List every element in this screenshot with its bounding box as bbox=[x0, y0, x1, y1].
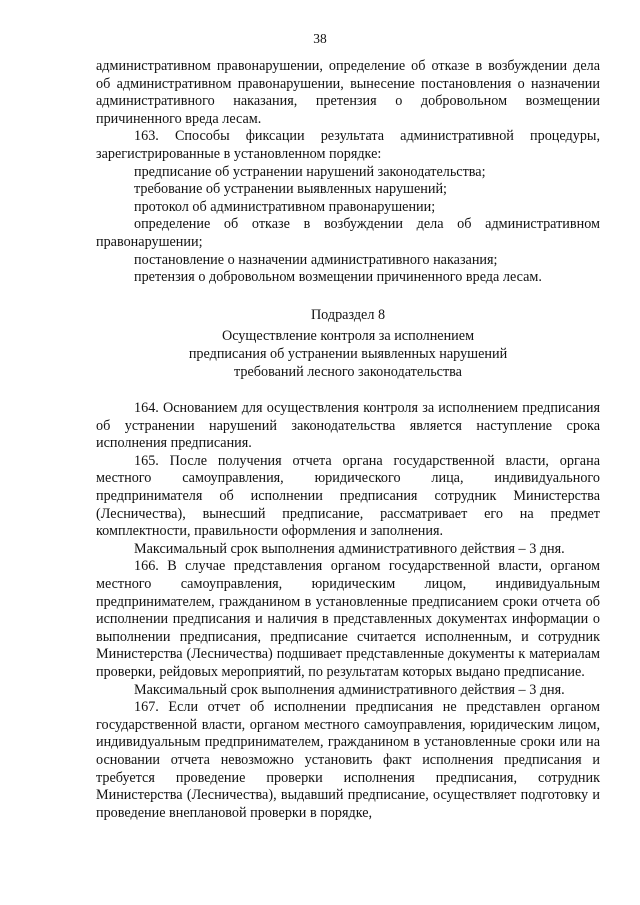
list-item: протокол об административном правонарушении; bbox=[134, 198, 436, 215]
subsection-heading-line: предписания об устранении выявленных нарушений bbox=[188, 345, 508, 362]
paragraph-continuation: административном правонарушении, определение об отказе в возбуждении дела об административном правонарушении, вынесение постановления о назначении административного наказания, претензия о добровольном возмещении причиненного вреда лесам. bbox=[96, 58, 600, 127]
max-term-note: Максимальный срок выполнения административного действия – 3 дня. bbox=[134, 540, 565, 557]
paragraph-163: 163. Способы фиксации результата административной процедуры, зарегистрированные в установленном порядке: bbox=[96, 128, 600, 162]
list-item: определение об отказе в возбуждении дела об административном правонарушении; bbox=[96, 216, 600, 250]
page-number: 38 bbox=[313, 31, 327, 46]
paragraph-166: 166. В случае представления органом государственной власти, органом местного самоуправления, юридическим лицом, индивидуальным предпринимателем, гражданином в установленные предписанием сроки отчета об исполнении предписания и наличия в представленных документах информации о выполнении предписания, предписание считается исполненным, и сотрудник Министерства (Лесничества) подшивает представленные документы к материалам проверки, рейдовых мероприятий, по результатам которых выдано предписание. bbox=[96, 558, 600, 680]
document-body bbox=[96, 58, 600, 822]
list-item: претензия о добровольном возмещении причиненного вреда лесам. bbox=[134, 269, 542, 286]
list-item: постановление о назначении административного наказания; bbox=[134, 251, 498, 268]
max-term-note: Максимальный срок выполнения административного действия – 3 дня. bbox=[134, 681, 565, 698]
paragraph-165: 165. После получения отчета органа государственной власти, органа местного самоуправления, юридического лица, индивидуального предпринимателя об исполнении предписания сотрудник Министерства (Лесничества), вынесший предписание, рассматривает его на предмет комплектности, правильности оформления и заполнения. bbox=[96, 452, 600, 540]
subsection-title: Подраздел 8 bbox=[310, 306, 386, 323]
subsection-heading bbox=[96, 307, 600, 381]
list-item: требование об устранении выявленных нарушений; bbox=[134, 181, 447, 198]
paragraph-164: 164. Основанием для осуществления контроля за исполнением предписания об устранении нарушений законодательства является наступление срока исполнения предписания. bbox=[96, 400, 600, 452]
subsection-heading-line: требований лесного законодательства bbox=[234, 363, 462, 380]
list-item: предписание об устранении нарушений законодательства; bbox=[134, 163, 486, 180]
paragraph-167: 167. Если отчет об исполнении предписания не представлен органом государственной власти, органом местного самоуправления, юридическим лицом, индивидуальным предпринимателем, гражданином в установленные сроки или на основании отчета невозможно установить факт исполнения предписания и требуется проведение проверки исполнения предписания, сотрудник Министерства (Лесничества), выдавший предписание, осуществляет подготовку и проведение внеплановой проверки в порядке, bbox=[96, 699, 600, 821]
subsection-heading-line: Осуществление контроля за исполнением bbox=[221, 328, 475, 345]
